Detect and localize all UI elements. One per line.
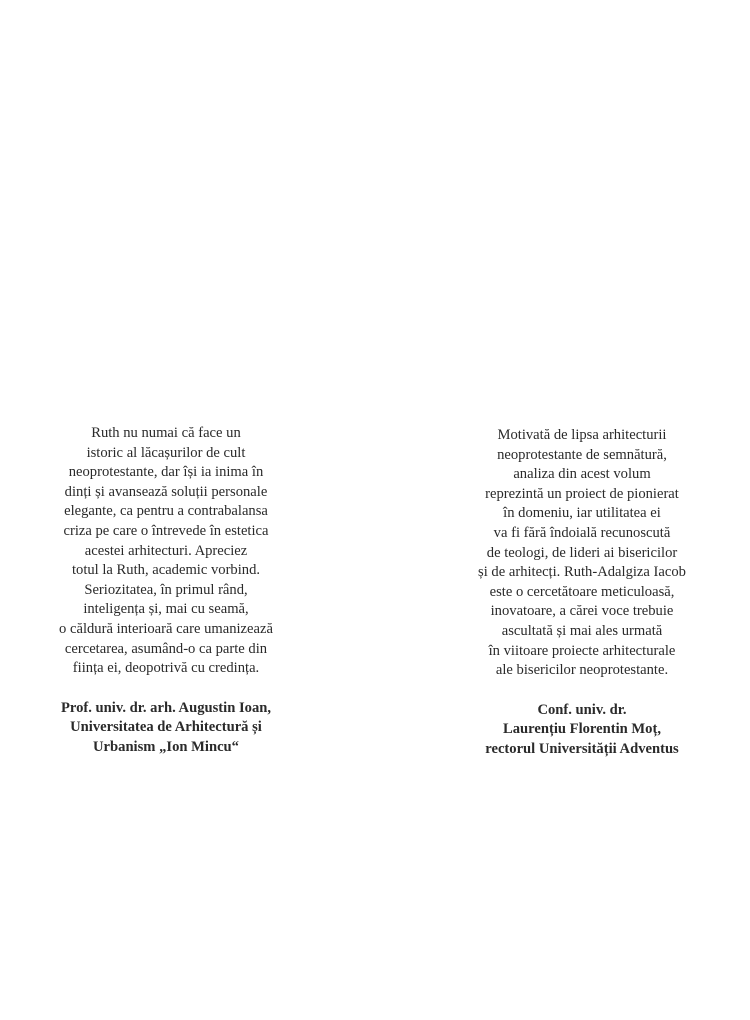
text-line: în domeniu, iar utilitatea ei — [503, 505, 661, 522]
text-line: cercetarea, asumând-o ca parte din — [64, 640, 268, 657]
text-line: ale bisericilor neoprotestante. — [495, 662, 669, 679]
left-testimonial-text — [40, 424, 292, 679]
text-line: ascultată și mai ales urmată — [501, 622, 663, 639]
right-signature — [456, 701, 708, 760]
signature-line: Laurențiu Florentin Moț, — [503, 721, 661, 738]
text-line: istoric al lăcașurilor de cult — [86, 444, 246, 461]
text-line: Ruth nu numai că face un — [91, 425, 241, 441]
text-line: totul la Ruth, academic vorbind. — [71, 562, 261, 579]
text-line: în viitoare proiecte arhitecturale — [488, 642, 676, 659]
right-testimonial — [456, 426, 708, 760]
signature-line: Conf. univ. dr. — [537, 701, 627, 718]
text-line: inovatoare, a cărei voce trebuie — [490, 603, 674, 620]
right-testimonial-text — [456, 426, 708, 681]
text-line: elegante, ca pentru a contrabalansa — [64, 503, 268, 520]
text-line: este o cercetătoare meticuloasă, — [489, 583, 675, 600]
left-testimonial — [40, 424, 292, 758]
left-signature — [40, 699, 292, 758]
text-line: de teologi, de lideri ai bisericilor — [486, 544, 678, 561]
text-line: criza pe care o întrevede în estetica — [63, 522, 269, 539]
text-line: o căldură interioară care umanizează — [59, 620, 273, 637]
text-line: reprezintă un proiect de pionierat — [485, 485, 679, 502]
text-line: neoprotestante, dar își ia inima în — [68, 464, 264, 481]
signature-line: rectorul Universității Adventus — [485, 740, 679, 757]
text-line: va fi fără îndoială recunoscută — [493, 524, 671, 541]
signature-line: Universitatea de Arhitectură și — [70, 719, 262, 736]
text-line: inteligența și, mai cu seamă, — [83, 601, 249, 618]
text-line: Motivată de lipsa arhitecturii — [497, 427, 667, 443]
text-line: acestei arhitecturi. Apreciez — [84, 542, 248, 559]
text-line: dinți și avansează soluții personale — [64, 483, 268, 500]
text-line: și de arhitecți. Ruth-Adalgiza Iacob — [478, 564, 686, 581]
signature-line: Urbanism „Ion Mincu“ — [93, 738, 239, 755]
text-line: ființa ei, deopotrivă cu credința. — [72, 660, 260, 677]
text-line: neoprotestante de semnătură, — [497, 446, 667, 463]
signature-line: Prof. univ. dr. arh. Augustin Ioan, — [60, 699, 272, 716]
text-line: analiza din acest volum — [513, 466, 651, 483]
text-line: Seriozitatea, în primul rând, — [84, 581, 248, 598]
